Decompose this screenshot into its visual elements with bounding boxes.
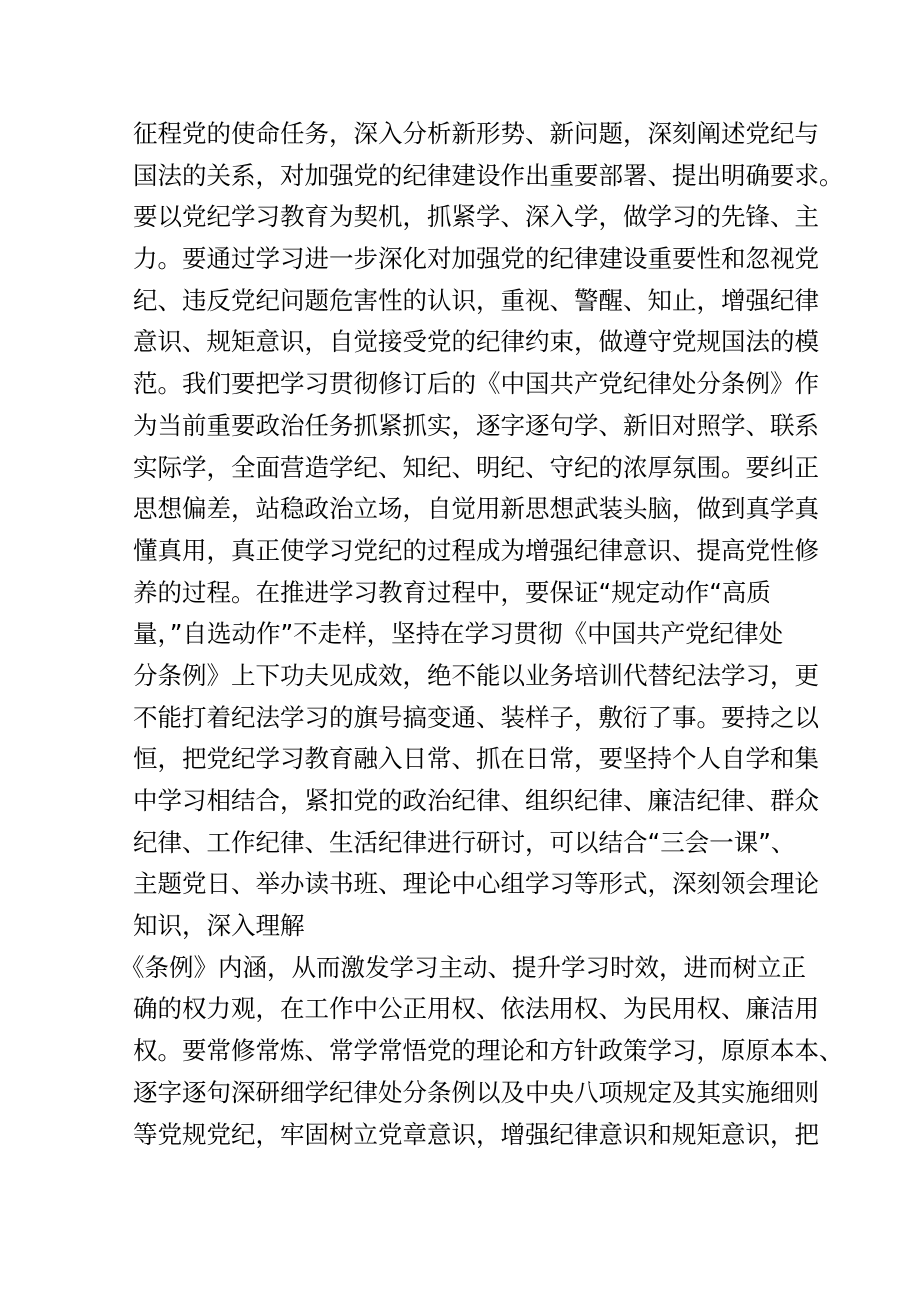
body-text bbox=[120, 113, 844, 1155]
text-line: 分条例》上下功夫见成效，绝不能以业务培训代替纪法学习，更 bbox=[133, 660, 819, 690]
text-line: 知识，深入理解 bbox=[133, 911, 305, 941]
text-line: 为当前重要政治任务抓紧抓实，逐字逐句学、新旧对照学、联系 bbox=[133, 410, 819, 440]
text-line: 要以党纪学习教育为契机，抓紧学、深入学，做学习的先锋、主 bbox=[133, 202, 819, 232]
text-line: 《条例》内涵，从而激发学习主动、提升学习时效，进而树立正 bbox=[120, 952, 806, 982]
text-line: 确的权力观，在工作中公正用权、依法用权、为民用权、廉洁用 bbox=[133, 994, 819, 1024]
text-line: 思想偏差，站稳政治立场，自觉用新思想武装头脑，做到真学真 bbox=[133, 494, 819, 524]
text-line: 养的过程。在推进学习教育过程中，要保证“规定动作“高质 bbox=[133, 577, 771, 607]
text-line: 不能打着纪法学习的旗号搞变通、装样子，敷衍了事。要持之以 bbox=[133, 702, 819, 732]
text-line: 力。要通过学习进一步深化对加强党的纪律建设重要性和忽视党 bbox=[133, 244, 819, 274]
text-line: 量，”自选动作”不走样，坚持在学习贯彻《中国共产党纪律处 bbox=[133, 619, 784, 649]
text-line: 懂真用，真正使学习党纪的过程成为增强纪律意识、提高党性修 bbox=[133, 535, 819, 565]
text-line: 纪、违反党纪问题危害性的认识，重视、警醒、知止，增强纪律 bbox=[133, 285, 819, 315]
text-line: 征程党的使命任务，深入分析新形势、新问题，深刻阐述党纪与 bbox=[133, 119, 819, 148]
text-line: 等党规党纪，牢固树立党章意识，增强纪律意识和规矩意识，把 bbox=[133, 1119, 819, 1149]
text-line: 恒，把党纪学习教育融入日常、抓在日常，要坚持个人自学和集 bbox=[133, 744, 819, 774]
text-line: 纪律、工作纪律、生活纪律进行研讨，可以结合“三会一课”、 bbox=[133, 827, 796, 857]
text-line: 逐字逐句深研细学纪律处分条例以及中央八项规定及其实施细则 bbox=[133, 1077, 819, 1107]
text-line: 权。要常修常炼、常学常悟党的理论和方针政策学习，原原本本、 bbox=[133, 1036, 844, 1066]
text-line: 主题党日、举办读书班、理论中心组学习等形式，深刻领会理论 bbox=[133, 869, 819, 899]
text-line: 国法的关系，对加强党的纪律建设作出重要部署、提出明确要求。 bbox=[133, 160, 844, 190]
text-line: 意识、规矩意识，自觉接受党的纪律约束，做遵守党规国法的模 bbox=[133, 327, 819, 357]
text-line: 实际学，全面营造学纪、知纪、明纪、守纪的浓厚氛围。要纠正 bbox=[133, 452, 819, 482]
text-line: 中学习相结合，紧扣党的政治纪律、组织纪律、廉洁纪律、群众 bbox=[133, 786, 819, 815]
text-line: 范。我们要把学习贯彻修订后的《中国共产党纪律处分条例》作 bbox=[133, 369, 819, 399]
